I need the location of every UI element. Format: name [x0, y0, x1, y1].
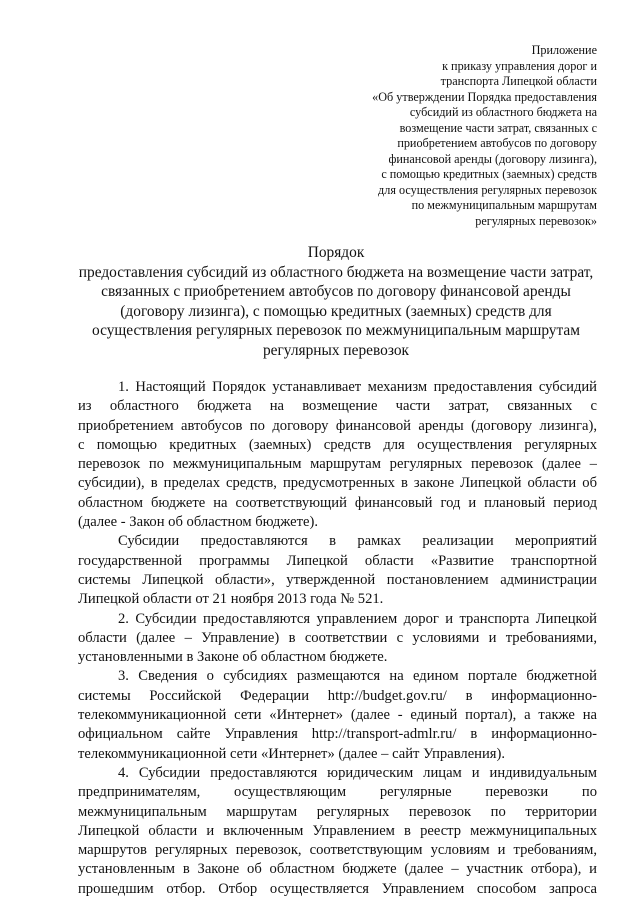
title-line: (договору лизинга), с помощью кредитных (заемных) средств для [120, 302, 552, 320]
title-line: связанных с приобретением автобусов по договору финансовой аренды [101, 283, 571, 301]
body-line: предпринимателям, осуществляющим регулярные перевозки по [78, 784, 597, 801]
body-line: системы Липецкой области», утвержденной постановлением администрации [78, 571, 597, 588]
body-line: субсидии), в пределах средств, предусмотренных в законе Липецкой области об [78, 475, 597, 492]
body-line: установленными в Законе об областном бюджете. [78, 649, 388, 666]
body-line: официальном сайте Управления http://transport-admlr.ru/ в информационно- [78, 726, 597, 743]
body-line: телекоммуникационной сети «Интернет» (далее – сайт Управления). [78, 745, 506, 762]
document-title [60, 243, 612, 361]
body-line: системы Российской Федерации http://budget.gov.ru/ в информационно- [78, 687, 597, 704]
body-line: перевозок по межмуниципальным маршрутам регулярных перевозок (далее – [78, 456, 597, 473]
body-line: из областного бюджета на возмещение части затрат, связанных с [78, 398, 597, 415]
body-line: Субсидии предоставляются в рамках реализации мероприятий [118, 533, 597, 550]
title-line: осуществления регулярных перевозок по межмуниципальным маршрутам [91, 322, 580, 340]
appendix-line: «Об утверждении Порядка предоставления [372, 89, 597, 104]
appendix-line: Приложение [531, 43, 597, 57]
appendix-line: субсидий из областного бюджета на [409, 105, 597, 119]
body-line: Липецкой области от 21 ноября 2013 года № 521. [78, 591, 384, 608]
body-line: государственной программы Липецкой области «Развитие транспортной [78, 552, 597, 569]
appendix-line: для осуществления регулярных перевозок [378, 182, 597, 197]
body-line: прошедшим отбор. Отбор осуществляется Управлением способом запроса [78, 880, 597, 897]
title-line: предоставления субсидий из областного бюджета на возмещение части затрат, [78, 263, 594, 281]
body-line: маршрутов регулярных перевозок, соответствующим условиям и требованиям, [78, 842, 597, 859]
appendix-line: с помощью кредитных (заемных) средств [381, 167, 597, 181]
body-line: 1. Настоящий Порядок устанавливает механизм предоставления субсидий [118, 379, 597, 395]
appendix-line: финансовой аренды (договору лизинга), [388, 151, 597, 166]
appendix-line: по межмуниципальным маршрутам [411, 198, 597, 212]
body-line: телекоммуникационной сети «Интернет» (далее - единый портал), а также на [78, 707, 597, 724]
body-line: областном бюджете на соответствующий финансовый год и плановый период [78, 494, 597, 511]
document-body [78, 378, 597, 899]
body-line: 2. Субсидии предоставляются управлением дорог и транспорта Липецкой [118, 610, 597, 627]
title-line: Порядок [307, 244, 365, 261]
body-line: с помощью кредитных (заемных) средств для осуществления регулярных [78, 436, 597, 453]
appendix-line: к приказу управления дорог и [442, 58, 597, 73]
body-line: (далее - Закон об областном бюджете). [78, 514, 318, 531]
body-line: 3. Сведения о субсидиях размещаются на едином портале бюджетной [118, 668, 597, 685]
body-line: приобретением автобусов по договору финансовой аренды (договору лизинга), [78, 417, 597, 434]
body-line: установленным в Законе об областном бюджете (далее – участник отбора), и [78, 861, 597, 878]
body-line: области (далее – Управление) в соответствии с условиями и требованиями, [78, 629, 597, 646]
appendix-line: возмещение части затрат, связанных с [399, 120, 597, 135]
appendix-line: регулярных перевозок» [475, 213, 597, 228]
body-line: Липецкой области и включенным Управлением в реестр межмуниципальных [78, 822, 597, 839]
title-line: регулярных перевозок [262, 341, 410, 359]
body-line: 4. Субсидии предоставляются юридическим лицам и индивидуальным [118, 764, 597, 781]
appendix-line: приобретением автобусов по договору [397, 136, 597, 150]
appendix-header [297, 43, 597, 229]
appendix-line: транспорта Липецкой области [440, 74, 597, 88]
body-line: межмуниципальным маршрутам регулярных перевозок по территории [78, 803, 597, 820]
